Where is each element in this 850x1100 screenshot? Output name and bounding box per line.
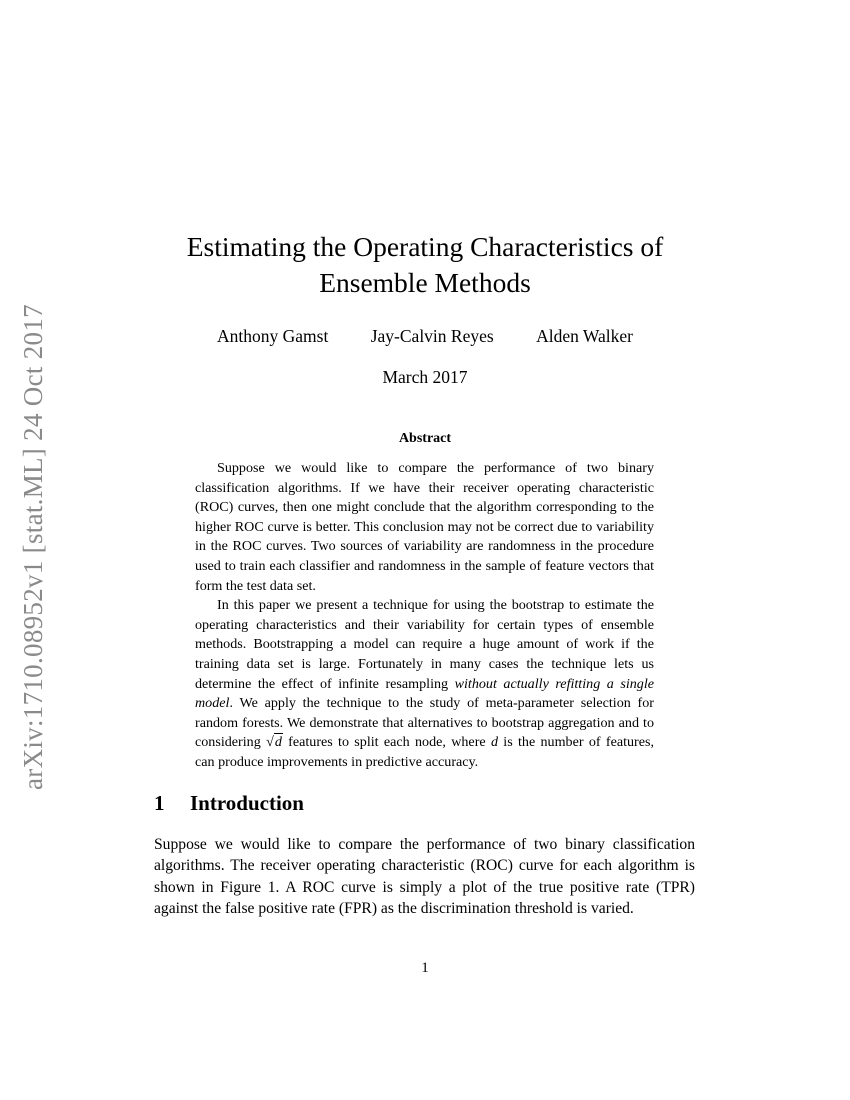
math-variable: d bbox=[490, 734, 498, 751]
publication-date: March 2017 bbox=[382, 367, 468, 387]
abstract-text: In this paper we present a technique for using the bootstrap to estimate the operating characteristics and their variability for certain types of ensemble methods. Bootstrapping a model can require a huge amount of work if the training data set is large. Fortunately in many cases the technique lets us determine the effect of infinite resampling bbox=[195, 597, 654, 692]
abstract-paragraph-1: Suppose we would like to compare the performance of two binary classification algorithms. If we have their receiver operating characteristic (ROC) curves, then one might conclude that the algorithm corresponding to the higher ROC curve is better. This conclusion may not be correct due to variability in the ROC curves. Two sources of variability are randomness in the procedure used to train each classifier and randomness in the sample of feature vectors that form the test data set. bbox=[195, 460, 654, 594]
title-line-2: Ensemble Methods bbox=[319, 267, 531, 298]
paper-title bbox=[100, 229, 750, 301]
author-name: Alden Walker bbox=[536, 326, 633, 346]
abstract-text: features to split each node, where bbox=[282, 734, 491, 751]
arxiv-stamp: arXiv:1710.08952v1 [stat.ML] 24 Oct 2017 bbox=[18, 304, 48, 790]
section-title: Introduction bbox=[190, 791, 304, 815]
intro-paragraph: Suppose we would like to compare the performance of two binary classification algorithms. The receiver operating characteristic (ROC) curve for each algorithm is shown in Figure 1. A ROC curve is simply a plot of the true positive rate (TPR) against the false positive rate (FPR) as the discrimination threshold is varied. bbox=[154, 836, 695, 917]
abstract-text: . We apply the technique to the study of meta-parameter selection for random forests. We demonstrate that alternatives to bootstrap aggregation and to considering bbox=[195, 695, 654, 751]
author-name: Anthony Gamst bbox=[217, 326, 329, 346]
abstract-text: is the number of features, can produce improvements in predictive accuracy. bbox=[195, 734, 655, 770]
page-number: 1 bbox=[421, 960, 429, 976]
author-name: Jay-Calvin Reyes bbox=[370, 326, 494, 346]
abstract-paragraph-2 bbox=[195, 596, 654, 772]
title-line-1: Estimating the Operating Characteristics of bbox=[186, 231, 664, 262]
sqrt-d-formula bbox=[266, 733, 283, 750]
sqrt-symbol: √ bbox=[266, 734, 274, 751]
author-list bbox=[0, 326, 850, 347]
abstract-body bbox=[195, 459, 654, 773]
abstract-heading: Abstract bbox=[398, 431, 452, 446]
sqrt-argument: d bbox=[274, 734, 282, 751]
section-heading bbox=[154, 791, 304, 816]
abstract-emphasis: without actually refitting a single model bbox=[195, 675, 654, 712]
section-number: 1 bbox=[154, 791, 165, 815]
